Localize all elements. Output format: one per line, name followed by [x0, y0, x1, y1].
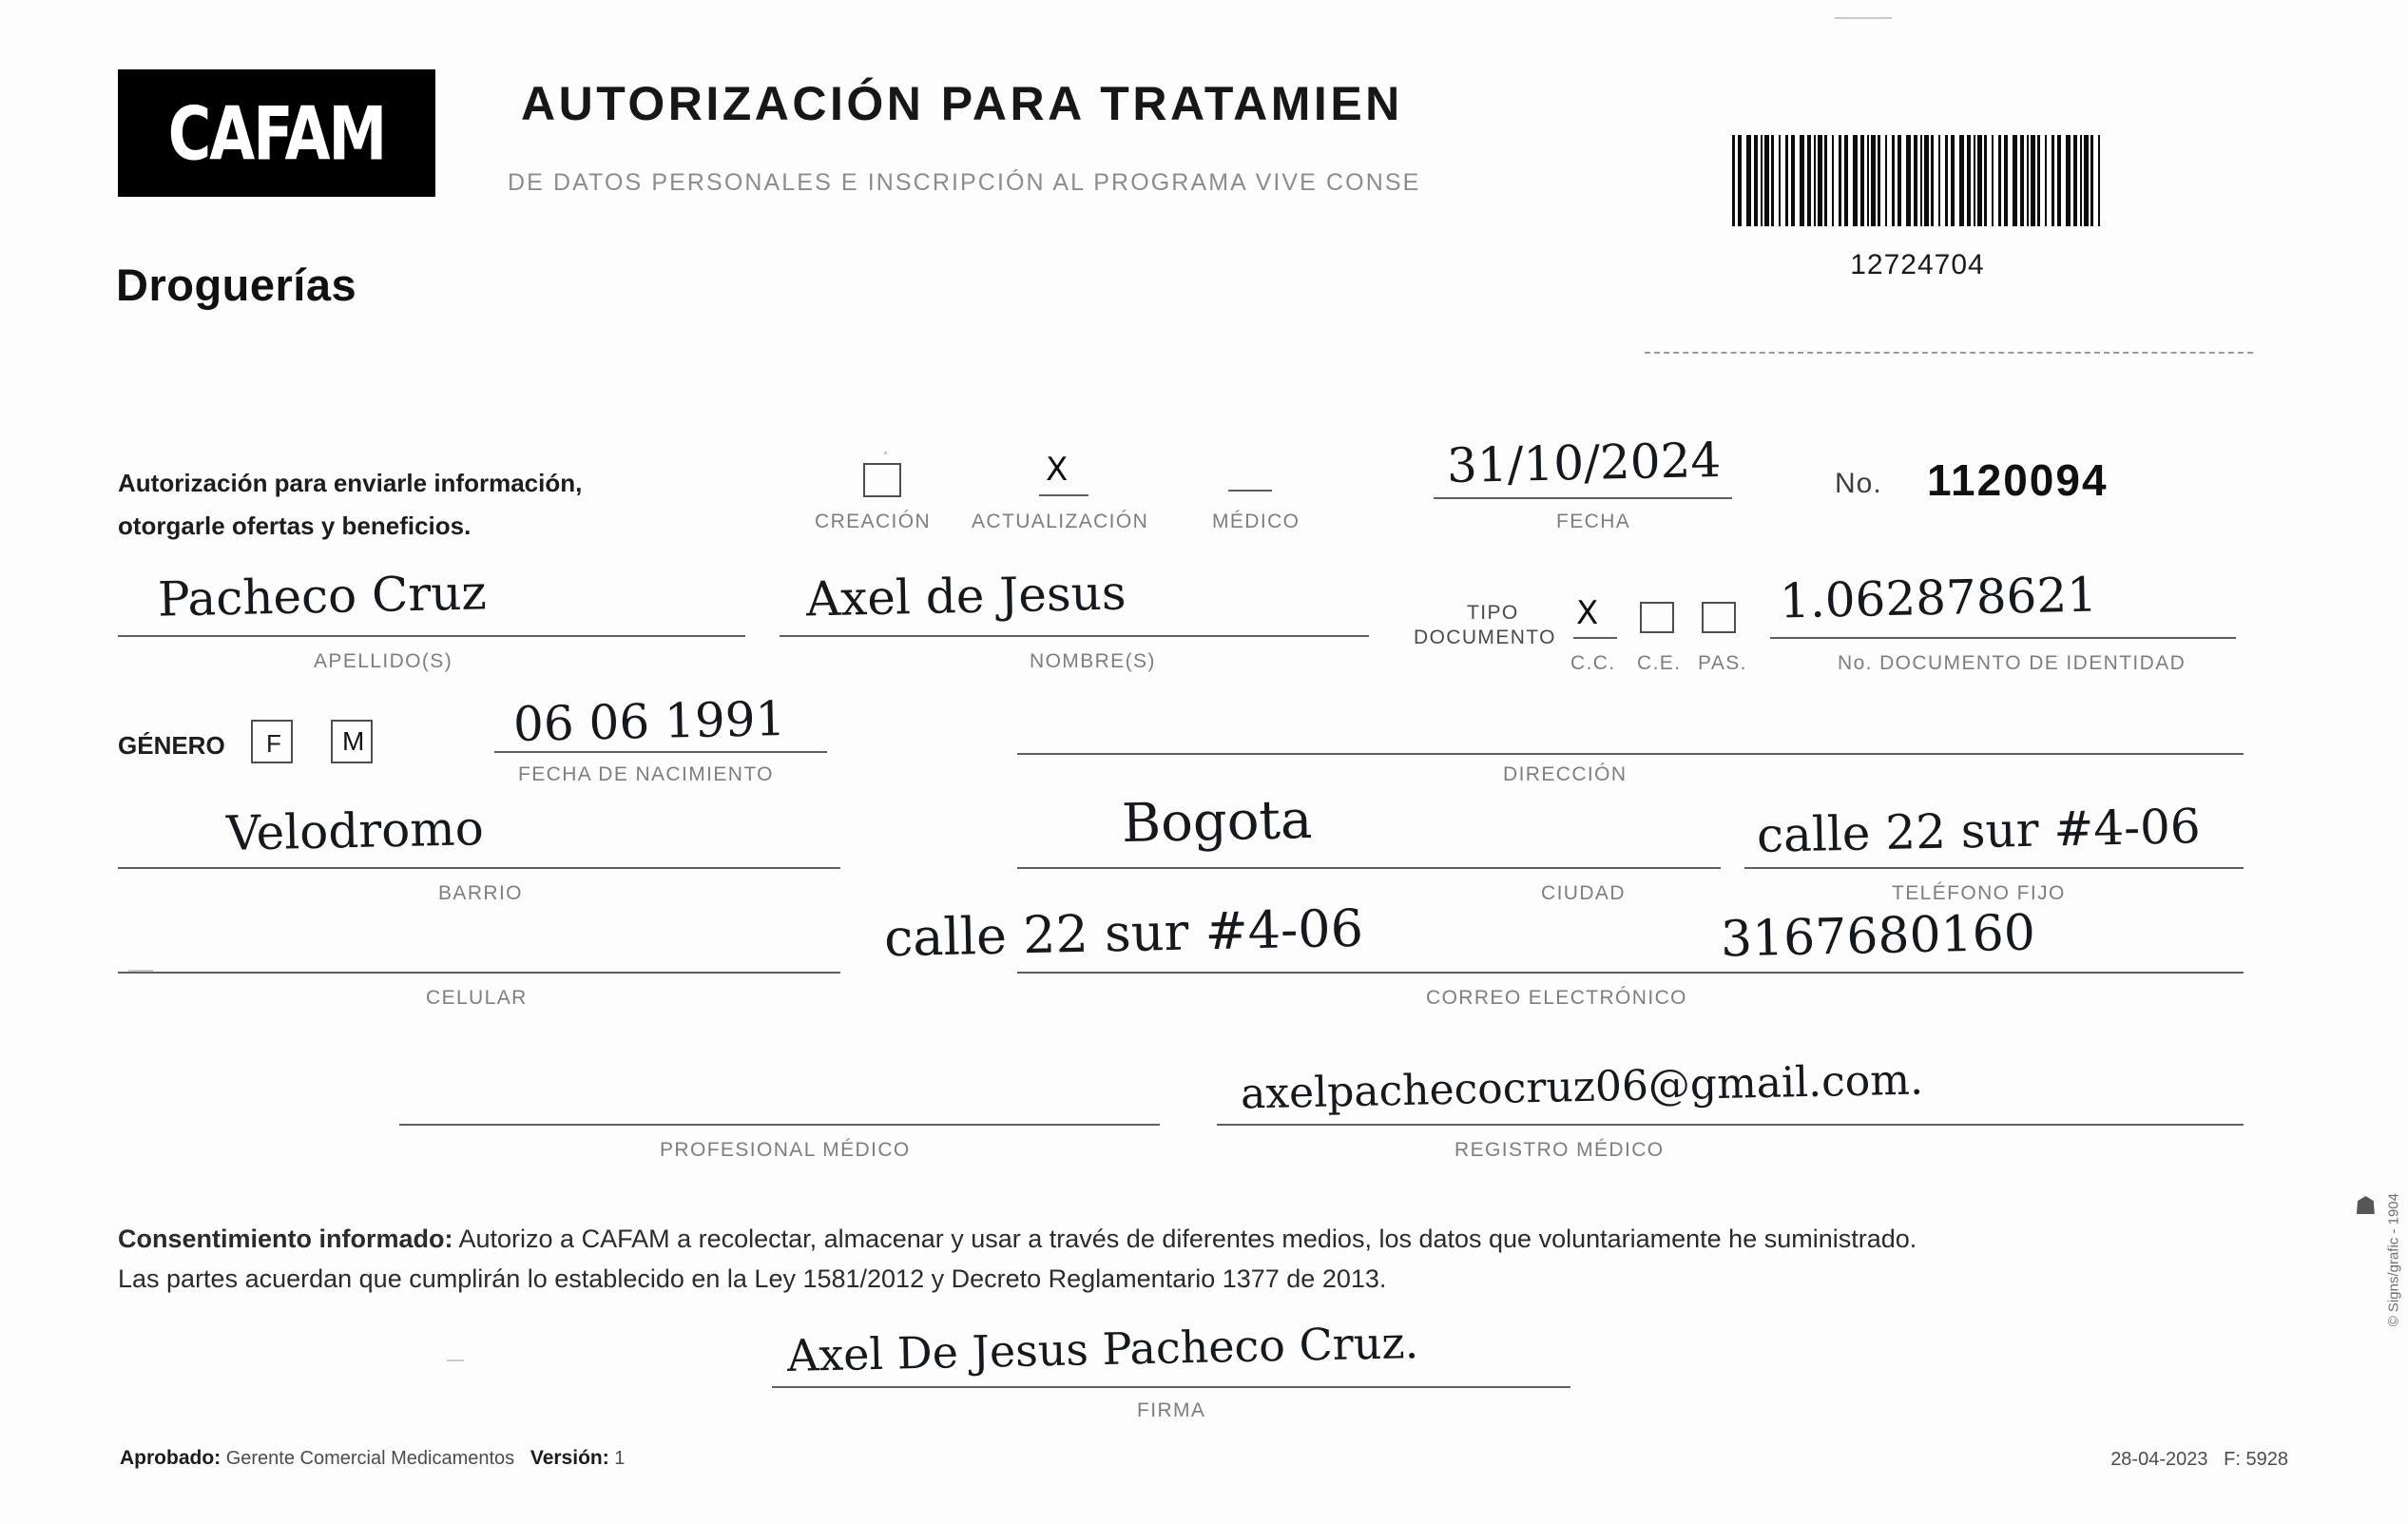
- numero-documento-line: [1770, 637, 2236, 639]
- label-genero-m: M: [342, 726, 366, 756]
- cafam-logo: [118, 69, 435, 197]
- firma-value: Axel De Jesus Pacheco Cruz.: [786, 1317, 1419, 1381]
- label-numero-documento: No. DOCUMENTO DE IDENTIDAD: [1838, 652, 2186, 674]
- copyright-icon: ☗: [2354, 1191, 2377, 1220]
- label-genero: GÉNERO: [118, 731, 225, 760]
- label-genero-f: F: [266, 729, 283, 758]
- consent-line1: Autorizo a CAFAM a recolectar, almacenar y usar a través de diferentes medios, los datos que voluntariamente he suministrado.: [453, 1225, 1917, 1253]
- nombres-line: [780, 635, 1369, 637]
- form-number: 1120094: [1927, 455, 2109, 505]
- telefono-fijo-value: calle 22 sur #4-06: [1756, 799, 2202, 863]
- correo-line: [1017, 972, 2244, 974]
- check-mark-cc: X: [1576, 594, 1599, 632]
- label-actualizacion: ACTUALIZACIÓN: [972, 511, 1149, 532]
- label-direccion: DIRECCIÓN: [1503, 763, 1628, 785]
- scan-artifact: [128, 970, 153, 972]
- footer-left: [120, 1447, 625, 1470]
- check-mark-actualizacion: X: [1046, 451, 1069, 489]
- footer-aprobado-value: Gerente Comercial Medicamentos: [225, 1448, 515, 1469]
- apellidos-line: [118, 635, 745, 637]
- label-apellidos: APELLIDO(S): [314, 650, 453, 672]
- scan-artifact: [884, 452, 887, 454]
- label-creacion: CREACIÓN: [815, 511, 932, 532]
- registro-medico-line: [1217, 1124, 2244, 1126]
- label-tipo-documento-1: TIPO: [1467, 602, 1519, 624]
- apellidos-value: Pacheco Cruz: [157, 565, 488, 627]
- checkbox-pas[interactable]: [1702, 602, 1736, 633]
- label-cc: C.C.: [1570, 652, 1616, 674]
- cafam-logo-text: CAFAM: [167, 89, 386, 177]
- barcode-number: 12724704: [1850, 249, 1985, 280]
- celular-value: calle 22 sur #4-06: [883, 897, 1364, 969]
- label-firma: FIRMA: [1137, 1399, 1206, 1421]
- document-subtitle: DE DATOS PERSONALES E INSCRIPCIÓN AL PROGRAMA VIVE CONSE: [508, 169, 1421, 196]
- label-pas: PAS.: [1698, 652, 1747, 674]
- consent-line2: Las partes acuerdan que cumplirán lo establecido en la Ley 1581/2012 y Decreto Reglamentario 1377 de 2013.: [118, 1264, 1387, 1293]
- profesional-medico-line: [399, 1124, 1160, 1126]
- barrio-line: [118, 867, 840, 869]
- consent-heading: Consentimiento informado:: [118, 1225, 453, 1253]
- divider-dashed-top: [1645, 352, 2253, 354]
- checkbox-medico[interactable]: [1228, 490, 1272, 492]
- checkbox-cc[interactable]: [1573, 637, 1617, 639]
- checkbox-actualizacion[interactable]: [1039, 494, 1088, 496]
- footer-version-label: Versión:: [530, 1447, 609, 1469]
- label-correo: CORREO ELECTRÓNICO: [1426, 987, 1687, 1009]
- authorization-text-line2: otorgarle ofertas y beneficios.: [118, 511, 472, 540]
- label-ce: C.E.: [1637, 652, 1682, 674]
- footer-side-text: © Signs/grafic - 1904: [2385, 1193, 2401, 1327]
- footer-version-value: 1: [614, 1448, 626, 1469]
- footer-aprobado-label: Aprobado:: [120, 1447, 222, 1469]
- telefono-fijo-line: [1744, 867, 2244, 869]
- brand-subtitle: Droguerías: [116, 260, 357, 310]
- ciudad-line: [1017, 867, 1721, 869]
- footer-right: [2110, 1449, 2288, 1471]
- direccion-line: [1017, 753, 2244, 755]
- label-celular: CELULAR: [426, 987, 528, 1009]
- correo-value: axelpachecocruz06@gmail.com.: [1240, 1055, 1924, 1119]
- scan-artifact: [1835, 17, 1892, 19]
- label-no: No.: [1835, 468, 1882, 499]
- footer-date: 28-04-2023: [2110, 1449, 2208, 1470]
- celular-line: [118, 972, 840, 974]
- consent-paragraph: [118, 1220, 2247, 1300]
- authorization-text-line1: Autorización para enviarle información,: [118, 469, 583, 497]
- firma-line: [772, 1386, 1570, 1388]
- barcode-image: [1732, 135, 2103, 226]
- ciudad-value: Bogota: [1121, 788, 1313, 856]
- label-registro-medico: REGISTRO MÉDICO: [1454, 1139, 1665, 1161]
- barrio-value: Velodromo: [225, 801, 485, 861]
- checkbox-ce[interactable]: [1640, 602, 1674, 633]
- label-profesional-medico: PROFESIONAL MÉDICO: [660, 1139, 911, 1161]
- label-medico: MÉDICO: [1212, 511, 1300, 532]
- label-nombres: NOMBRE(S): [1030, 650, 1156, 672]
- label-ciudad: CIUDAD: [1541, 882, 1626, 904]
- checkbox-creacion[interactable]: [863, 463, 901, 497]
- scan-artifact: [447, 1360, 464, 1361]
- celular-number-value: 3167680160: [1720, 904, 2036, 969]
- label-fecha: FECHA: [1556, 511, 1631, 532]
- label-tipo-documento-2: DOCUMENTO: [1414, 627, 1556, 648]
- document-title: AUTORIZACIÓN PARA TRATAMIEN: [521, 77, 1403, 130]
- label-telefono-fijo: TELÉFONO FIJO: [1892, 882, 2066, 904]
- fecha-line: [1434, 497, 1732, 499]
- label-fecha-nacimiento: FECHA DE NACIMIENTO: [518, 763, 774, 785]
- nombres-value: Axel de Jesus: [805, 565, 1127, 627]
- numero-documento-value: 1.062878621: [1779, 567, 2098, 629]
- fecha-value: 31/10/2024: [1446, 432, 1722, 494]
- fecha-nacimiento-value: 06 06 1991: [512, 691, 786, 752]
- footer-code: F: 5928: [2224, 1449, 2288, 1470]
- label-barrio: BARRIO: [438, 882, 523, 904]
